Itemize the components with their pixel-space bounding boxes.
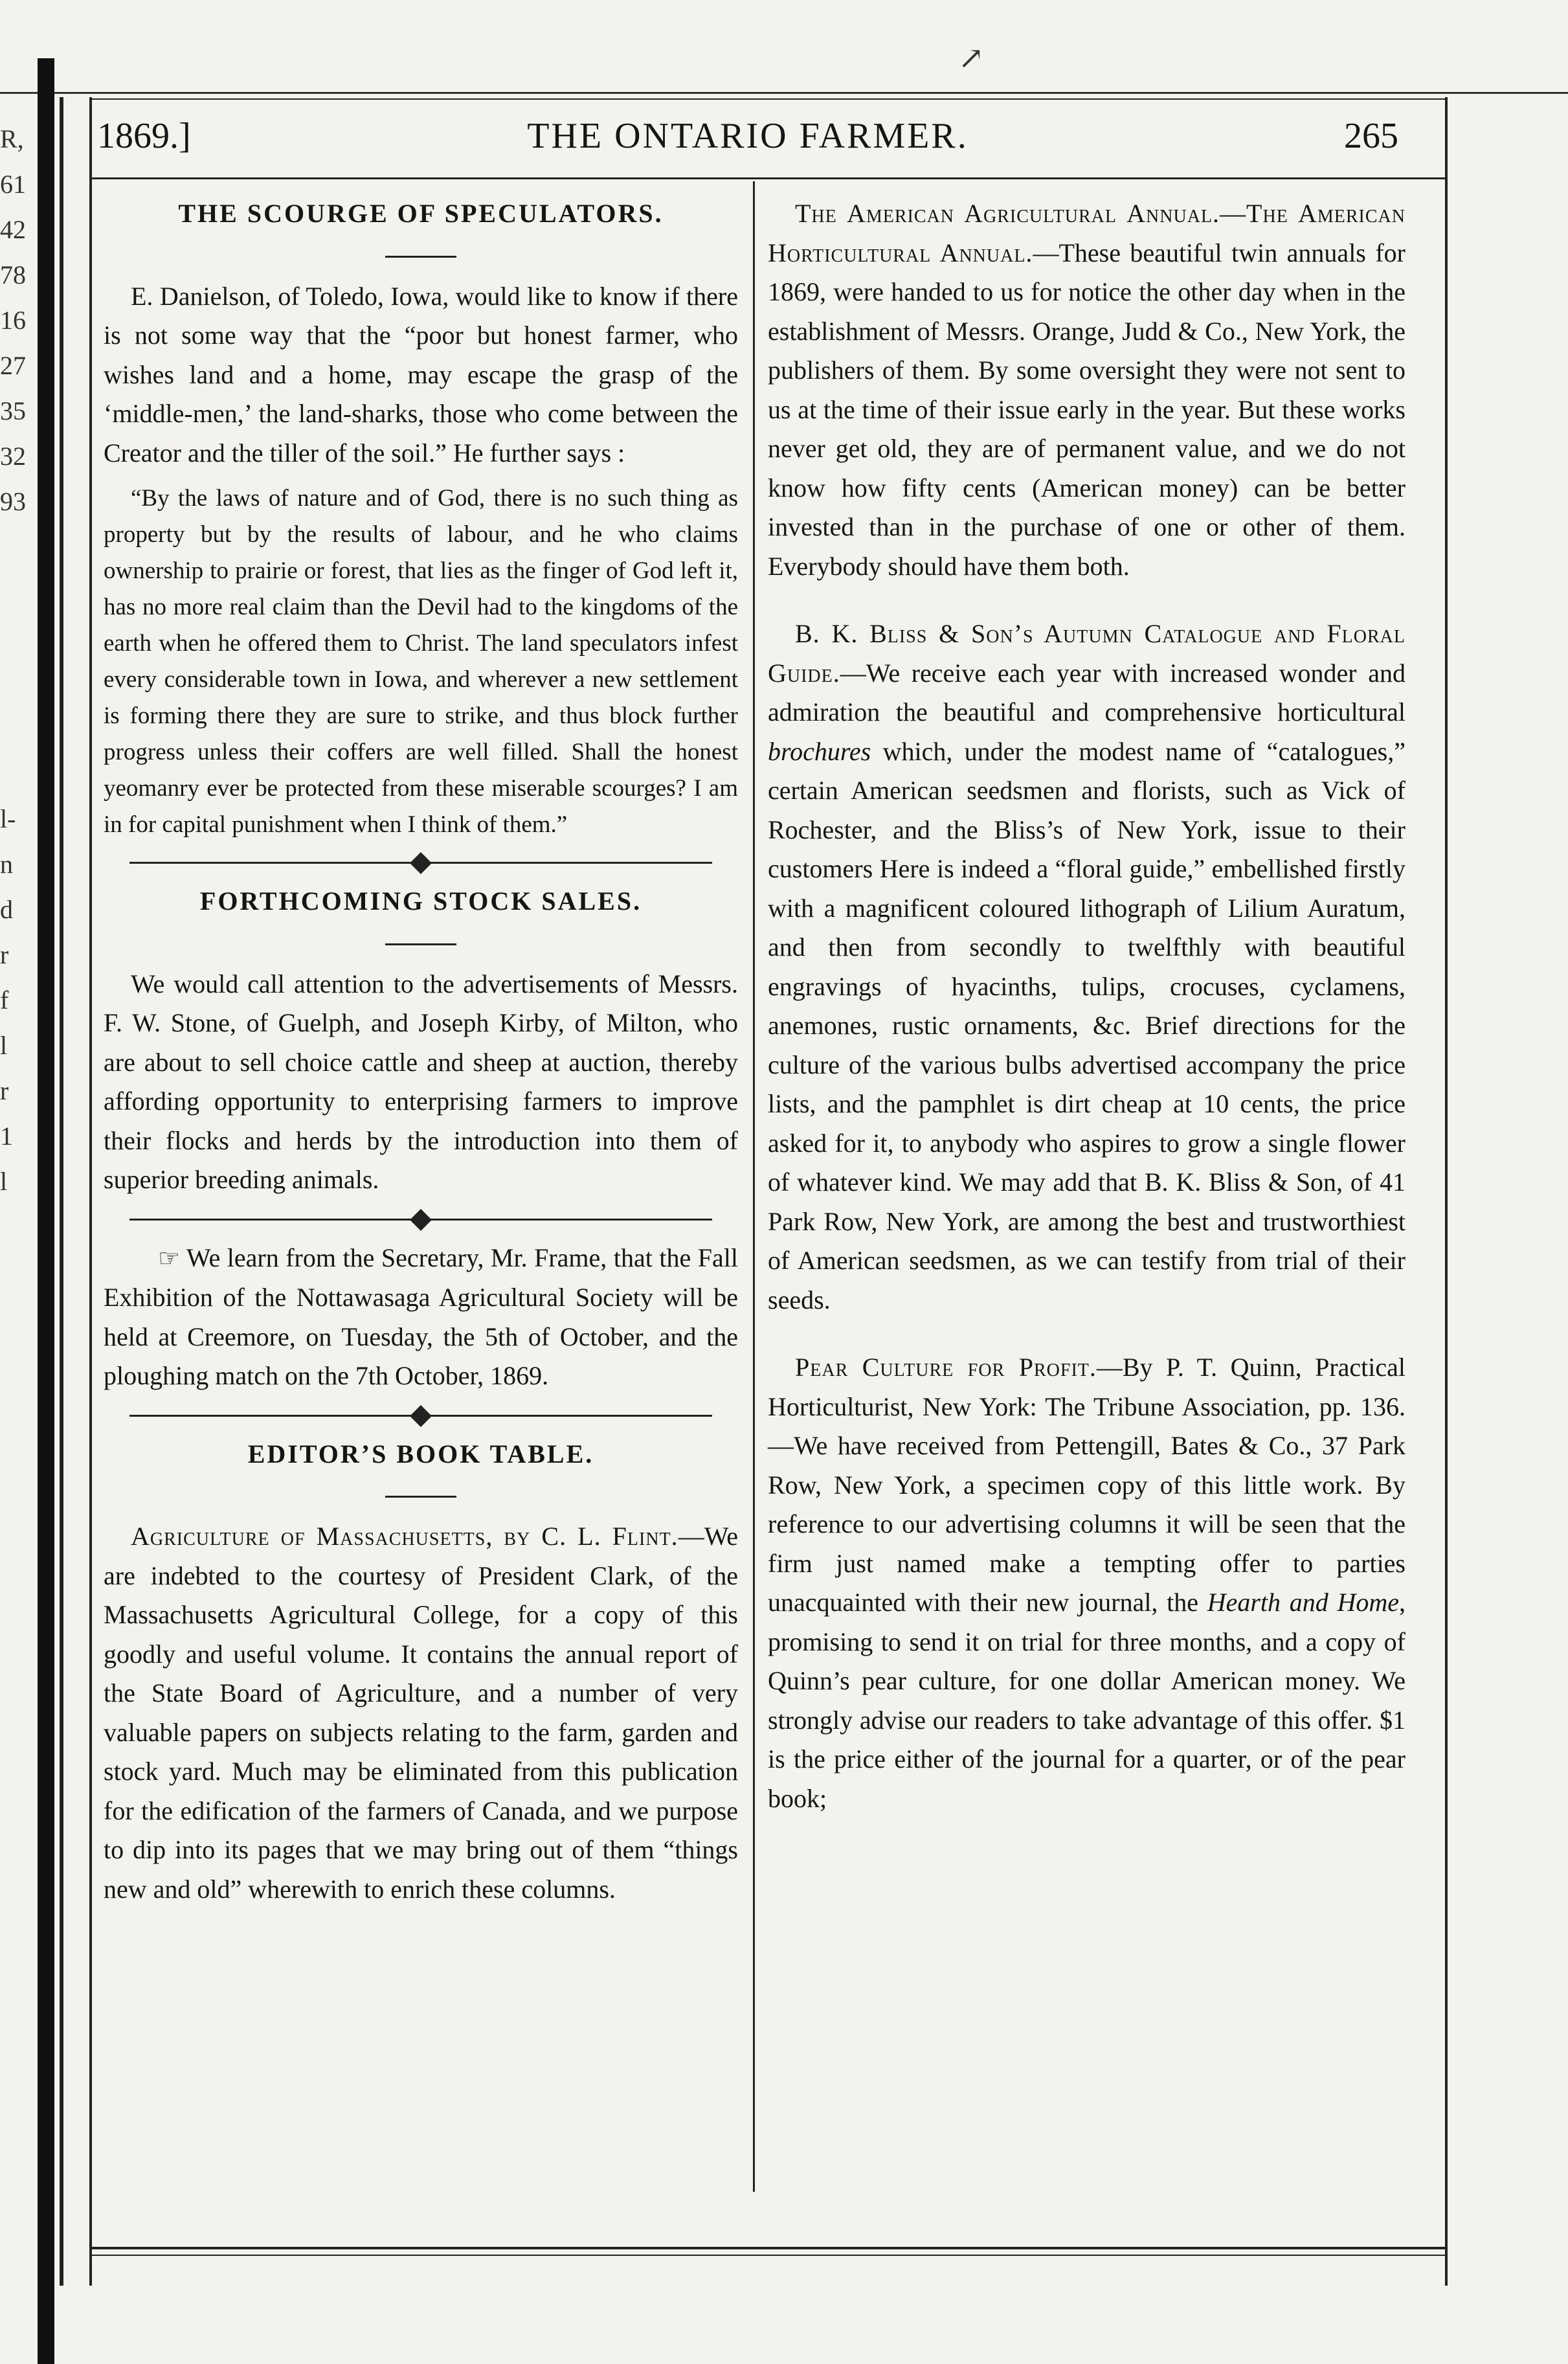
- previous-page-bleed: [0, 117, 35, 2189]
- short-rule: [385, 1496, 456, 1498]
- bliss-review: [768, 614, 1406, 1320]
- column-divider: [753, 181, 755, 2192]
- pointing-hand-icon: ☞: [158, 1244, 181, 1272]
- bleed-fragment: 1: [0, 1121, 13, 1151]
- bleed-fragment: 32: [0, 442, 26, 471]
- stock-sales-paragraph: We would call attention to the advertisements of Messrs. F. W. Stone, of Guelph, and Joseph Kirby, of Milton, who are about to sell choice cattle and sheep at auction, thereby affording opportunity to enterprising farmers to improve their flocks and herds by the introduction into them of superior breeding animals.: [104, 969, 738, 1194]
- annuals-review: [768, 194, 1406, 586]
- section-divider-ornament: [129, 1399, 712, 1431]
- speculators-paragraph: E. Danielson, of Toledo, Iowa, would like to know if there is not some way that the “poor but honest farmer, who wishes land and a home, may escape the grasp of the ‘middle-men,’ the land-sharks, those who come between the Creator and the tiller of the soil.” He further says :: [104, 281, 738, 467]
- page-number: 265: [1344, 116, 1398, 156]
- short-rule: [385, 256, 456, 258]
- section-divider-ornament: [129, 1202, 712, 1235]
- bleed-fragment: r: [0, 940, 9, 969]
- bleed-fragment: l-: [0, 804, 16, 833]
- massachusetts-title: Agriculture of Massachusetts, by C. L. Flint.: [131, 1522, 678, 1551]
- binding-gutter-shadow: [38, 58, 54, 2364]
- running-head-year: 1869.]: [97, 116, 191, 156]
- short-rule: [385, 943, 456, 945]
- massachusetts-review: [104, 1517, 738, 1909]
- bleed-fragment: 78: [0, 260, 26, 289]
- bleed-fragment: n: [0, 850, 13, 879]
- nottawasaga-notice: [104, 1239, 738, 1396]
- bleed-fragment: 61: [0, 170, 26, 199]
- bleed-fragment: 42: [0, 215, 26, 244]
- bliss-text-a: —We receive each year with increased wonder and admiration the beautiful and comprehensive horticultural: [768, 658, 1406, 726]
- running-head: [97, 115, 1398, 167]
- massachusetts-text: —We are indebted to the courtesy of President Clark, of the Massachusetts Agricultural College, for a copy of this goodly and useful volume. It contains the annual report of the State Board of Agriculture, and a number of very valuable papers on subjects relating to the farm, garden and stock yard. Much may be eliminated from this publication for the edification of the farmers of Canada, and we purpose to dip into its pages that we may bring out of them “things new and old” wherewith to enrich these columns.: [104, 1522, 738, 1904]
- bleed-fragment: R,: [0, 124, 24, 153]
- running-head-rule: [89, 177, 1445, 179]
- bleed-fragment: f: [0, 985, 9, 1015]
- bleed-fragment: 27: [0, 351, 26, 380]
- annuals-title: The American Agricultural Annual.—The American Horticultural Annual.: [768, 199, 1406, 267]
- pear-culture-emphasis: Hearth and Home: [1207, 1588, 1399, 1617]
- bliss-emphasis: brochures: [768, 736, 871, 766]
- bleed-fragment: l: [0, 1031, 8, 1060]
- bleed-fragment: 16: [0, 306, 26, 335]
- pear-culture-title: Pear Culture for Profit.: [795, 1353, 1097, 1382]
- pear-culture-review: [768, 1348, 1406, 1818]
- pear-culture-text-b: , promising to send it on trial for three months, and a copy of Quinn’s pear culture, for one dollar American money. We strongly advise our readers to take advantage of this offer. $1 is the price either of the journal for a quarter, or of the pear book;: [768, 1588, 1406, 1813]
- bliss-title: B. K. Bliss & Son’s Autumn Catalogue and Floral Guide.: [768, 619, 1406, 688]
- page-top-rule: [89, 98, 1445, 100]
- scan-mark: ↗: [958, 40, 985, 76]
- page-bottom-rule: [89, 2247, 1445, 2249]
- page-bottom-rule-thin: [89, 2255, 1445, 2256]
- bliss-text-b: which, under the modest name of “catalogues,” certain American seedsmen and florists, such as Vick of Rochester, and the Bliss’s of New York, issue to their customers Here is indeed a “floral guide,” embellished firstly with a magnificent coloured lithograph of Lilium Auratum, and then from secondly to twelfthly with beautiful engravings of hyacinths, tulips, crocuses, cyclamens, anemones, rustic ornaments, &c. Brief directions for the culture of the various bulbs advertised accompany the price lists, and the pamphlet is dirt cheap at 10 cents, the price asked for it, to anybody who aspires to grow a single flower of whatever kind. We may add that B. K. Bliss & Son, of 41 Park Row, New York, are among the best and trustworthiest of American seedsmen, as we can testify from trial of their seeds.: [768, 736, 1406, 1314]
- left-column: [104, 194, 738, 1909]
- running-head-title: THE ONTARIO FARMER.: [527, 116, 969, 156]
- bleed-fragment: 35: [0, 396, 26, 425]
- right-column: [768, 194, 1406, 1818]
- bleed-fragment: l: [0, 1167, 8, 1196]
- binding-gutter-line: [60, 97, 63, 2286]
- bleed-fragment: 93: [0, 487, 26, 516]
- heading-scourge-of-speculators: THE SCOURGE OF SPECULATORS.: [178, 199, 664, 228]
- section-divider-ornament: [129, 846, 712, 878]
- heading-forthcoming-stock-sales: FORTHCOMING STOCK SALES.: [199, 886, 642, 916]
- paragraph-gap: [768, 586, 1406, 614]
- paragraph-gap: [768, 1320, 1406, 1348]
- annuals-text: —These beautiful twin annuals for 1869, were handed to us for notice the other day when in the establishment of Messrs. Orange, Judd & Co., New York, the publishers of them. By some oversight they were not sent to us at the time of their issue early in the year. But these works never get old, they are of permanent value, and we do not know how fifty cents (American money) can be better invested than in the purchase of one or other of them. Everybody should have them both.: [768, 238, 1406, 581]
- bleed-fragment: r: [0, 1076, 9, 1105]
- speculators-quote: “By the laws of nature and of God, there is no such thing as property but by the results of labour, and he who claims ownership to prairie or forest, that lies as the finger of God left it, has no more real claim than the Devil had to the kingdoms of the earth when he offered them to Christ. The land speculators infest every considerable town in Iowa, and wherever a new settlement is forming there they are sure to strike, and thus block further progress unless their coffers are well filled. Shall the honest yeomanry ever be protected from these miserable scourges? I am in for capital punishment when I think of them.”: [104, 485, 738, 838]
- bleed-fragment: d: [0, 895, 13, 924]
- nottawasaga-text: We learn from the Secretary, Mr. Frame, that the Fall Exhibition of the Nottawasaga Agricultural Society will be held at Creemore, on Tuesday, the 5th of October, and the ploughing match on the 7th October, 1869.: [104, 1243, 738, 1390]
- top-edge-rule: [0, 92, 1568, 94]
- pear-culture-text-a: —By P. T. Quinn, Practical Horticulturist, New York: The Tribune Association, pp. 136.—We have received from Pettengill, Bates & Co., 37 Park Row, New York, a specimen copy of this little work. By reference to our advertising columns it will be seen that the firm just named make a tempting offer to parties unacquainted with their new journal, the: [768, 1353, 1406, 1617]
- heading-editors-book-table: EDITOR’S BOOK TABLE.: [247, 1439, 594, 1469]
